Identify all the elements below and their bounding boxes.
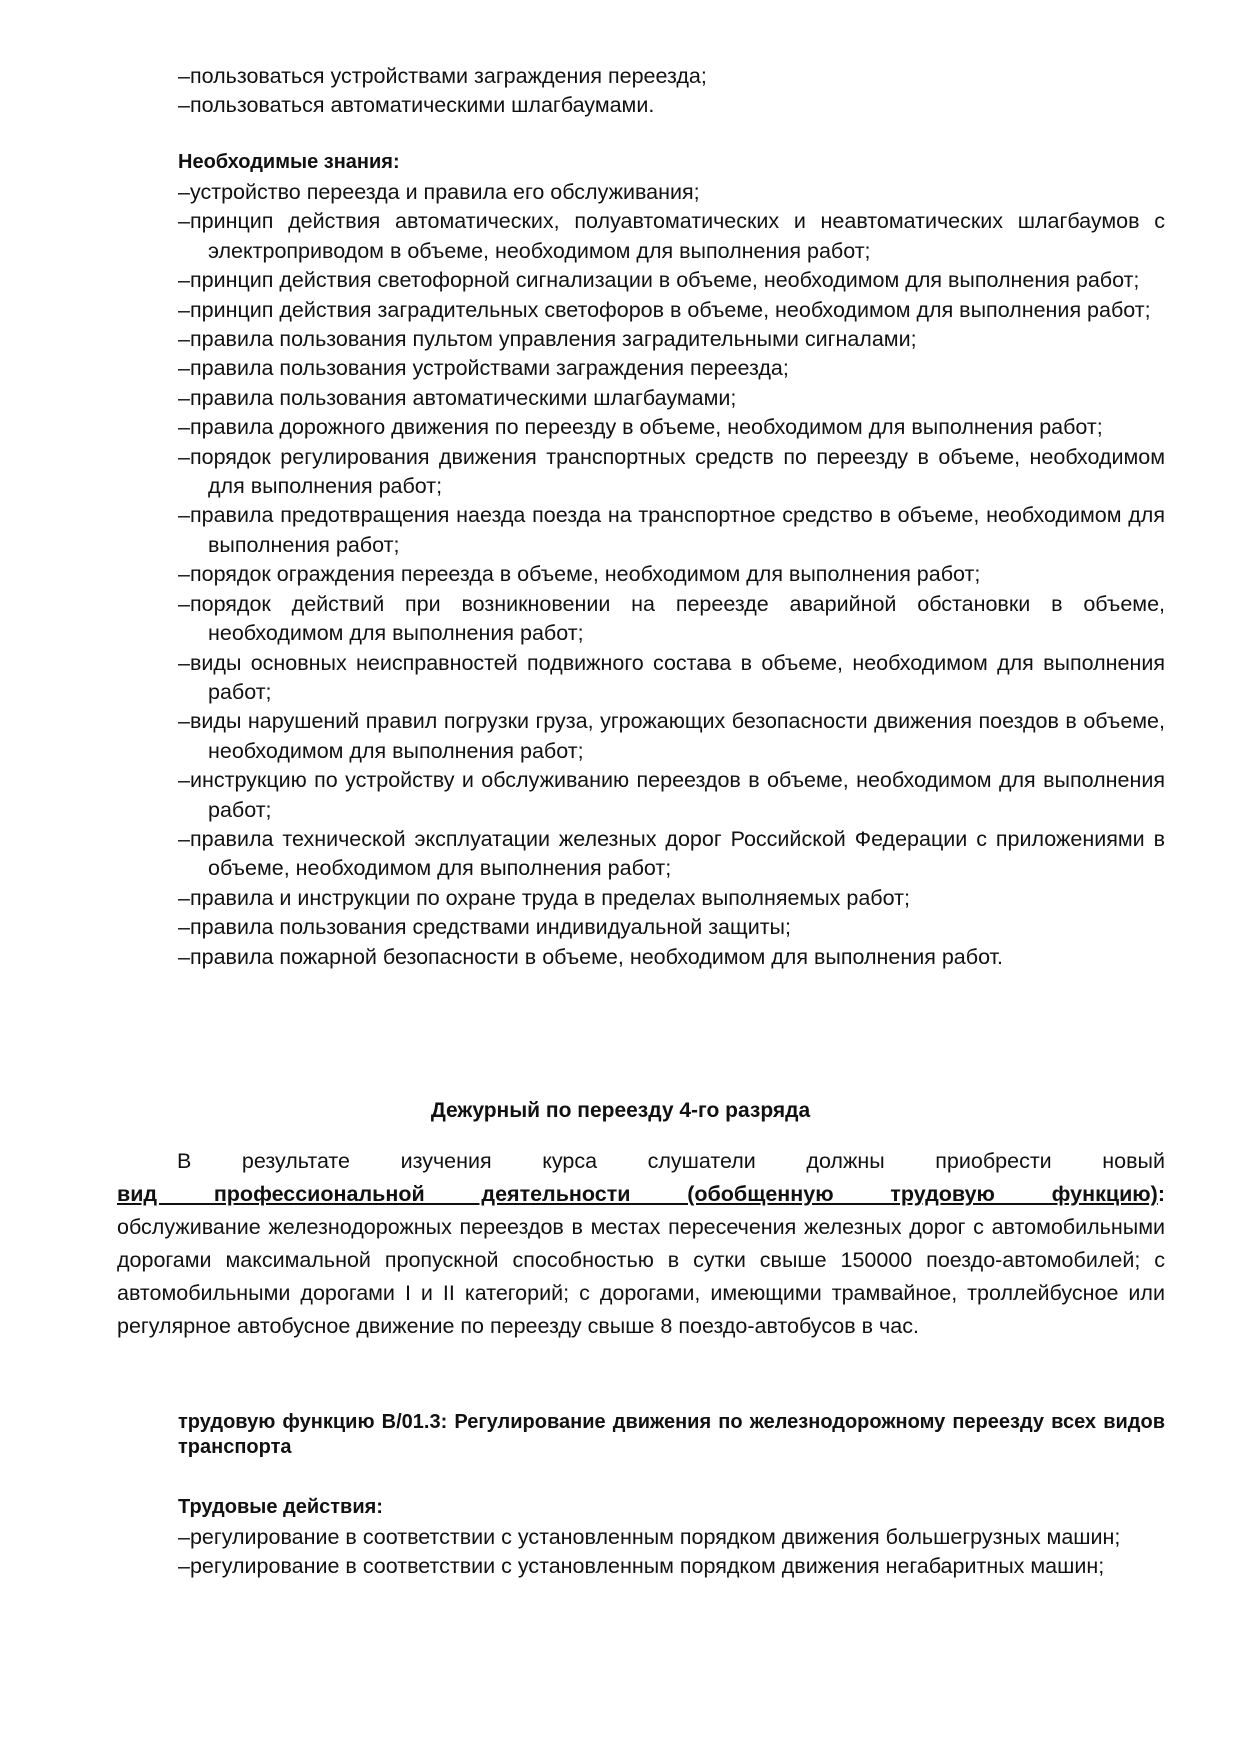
list-item: – правила технической эксплуатации железных дорог Российской Федерации с приложениями в объеме, необходимом для выполнения работ; [178,825,1165,884]
list-item: – правила дорожного движения по переезду в объеме, необходимом для выполнения работ; [178,413,1165,442]
list-item: – виды основных неисправностей подвижного состава в объеме, необходимом для выполнения работ; [178,649,1165,708]
function-heading: трудовую функцию В/01.3: Регулирование движения по железнодорожному переезду всех видов транспорта [178,1411,1165,1458]
list-item: – правила пользования автоматическими шлагбаумами; [178,384,1165,413]
list-item: – принцип действия заградительных светофоров в объеме, необходимом для выполнения работ; [178,296,1165,325]
list-item: – правила предотвращения наезда поезда на транспортное средство в объеме, необходимом для выполнения работ; [178,501,1165,560]
list-item: – порядок ограждения переезда в объеме, необходимом для выполнения работ; [178,560,1165,589]
list-item: – правила пользования средствами индивидуальной защиты; [178,913,1165,942]
list-item: – регулирование в соответствии с установленным порядком движения негабаритных машин; [178,1552,1165,1581]
top-list [178,62,1165,121]
actions-heading: Трудовые действия: [178,1496,383,1518]
actions-list [178,1523,1165,1582]
list-item: – устройство переезда и правила его обслуживания; [178,178,1165,207]
list-item: – пользоваться устройствами заграждения переезда; [178,62,1165,91]
list-item: – виды нарушений правил погрузки груза, угрожающих безопасности движения поездов в объеме, необходимом для выполнения работ; [178,707,1165,766]
list-item: – принцип действия светофорной сигнализации в объеме, необходимом для выполнения работ; [178,266,1165,295]
list-item: – принцип действия автоматических, полуавтоматических и неавтоматических шлагбаумов с электроприводом в объеме, необходимом для выполнения работ; [178,207,1165,266]
list-item: – порядок действий при возникновении на переезде аварийной обстановки в объеме, необходимом для выполнения работ; [178,590,1165,649]
list-item: – правила пользования устройствами заграждения переезда; [178,354,1165,383]
list-item: – правила пожарной безопасности в объеме, необходимом для выполнения работ. [178,943,1165,972]
intro-paragraph [117,1145,1165,1343]
knowledge-heading: Необходимые знания: [178,151,400,173]
intro-body: обслуживание железнодорожных переездов в местах пересечения железных дорог с автомобильными дорогами максимальной пропускной способностью в сутки свыше 150000 поездо-автомобилей; с автомобильными дорогами I и II категорий; с дорогами, имеющими трамвайное, троллейбусное или регулярное автобусное движение по переезду свыше 8 поездо-автобусов в час. [117,1215,1165,1338]
list-item: – регулирование в соответствии с установленным порядком движения большегрузных машин; [178,1523,1165,1552]
list-item: – порядок регулирования движения транспортных средств по переезду в объеме, необходимом для выполнения работ; [178,443,1165,502]
list-item: – пользоваться автоматическими шлагбаумами. [178,91,1165,120]
list-item: – инструкцию по устройству и обслуживанию переездов в объеме, необходимом для выполнения работ; [178,766,1165,825]
knowledge-list [178,178,1165,972]
section-title: Дежурный по переезду 4-го разряда [430,1099,811,1122]
list-item: – правила и инструкции по охране труда в пределах выполняемых работ; [178,884,1165,913]
intro-colon: : [1157,1182,1165,1206]
list-item: – правила пользования пультом управления заградительными сигналами; [178,325,1165,354]
intro-lead: В результате изучения курса слушатели должны приобрести новый [177,1149,1165,1173]
intro-underlined: вид профессиональной деятельности (обобщенную трудовую функцию) [117,1182,1158,1206]
